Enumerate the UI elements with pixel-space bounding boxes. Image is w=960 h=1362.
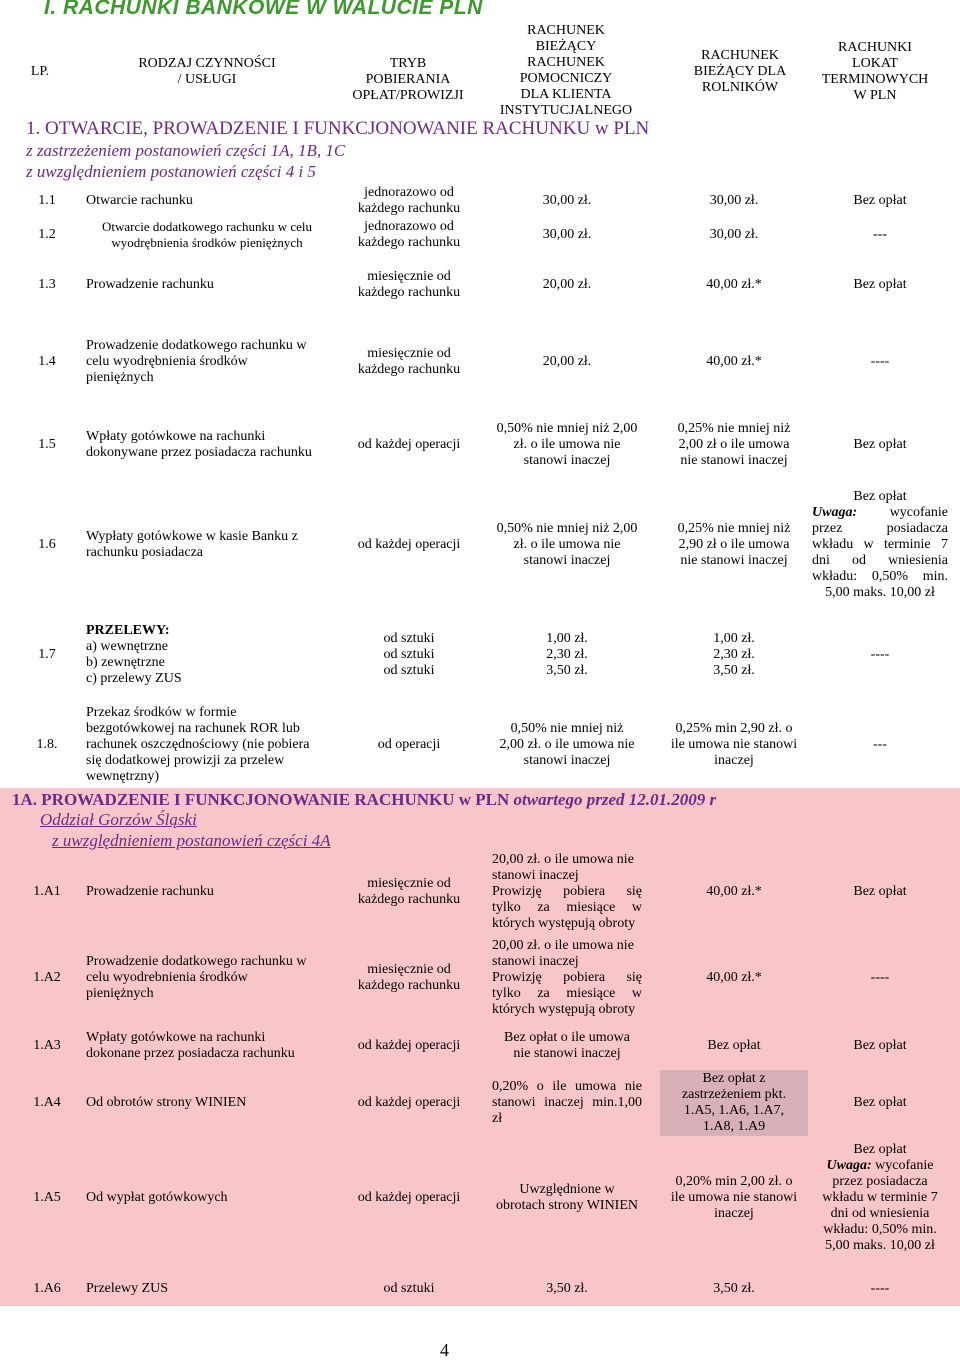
row-description-line: c) przelewy ZUS bbox=[86, 671, 182, 686]
row-number: 1.7 bbox=[38, 647, 56, 662]
table-row bbox=[0, 1070, 960, 1136]
row-tryb bbox=[336, 850, 482, 934]
note-label: Uwaga: bbox=[826, 1158, 872, 1173]
fee-rolnikow-line: nie stanowi inaczej bbox=[680, 453, 788, 468]
note-text: wkładu: 0,50% min. bbox=[812, 569, 948, 584]
fee-biezacy-line: zł. o ile umowa nie bbox=[513, 437, 621, 452]
fee-rolnikow-line: zastrzeżeniem pkt. bbox=[681, 1087, 787, 1102]
row-number: 1.1 bbox=[38, 193, 56, 208]
fee-biezacy-line: których występują obroty bbox=[492, 1002, 636, 1017]
row-number: 1.5 bbox=[38, 437, 56, 452]
note-text: przez posiadacza bbox=[832, 1174, 928, 1189]
fee-biezacy-line: nie stanowi inaczej bbox=[513, 1046, 621, 1061]
fee-biezacy bbox=[486, 336, 648, 388]
fee-rolnikow bbox=[656, 218, 812, 252]
header-rodzaj: RODZAJ CZYNNOŚCI / USŁUGI bbox=[138, 56, 276, 87]
table-row bbox=[0, 218, 960, 252]
fee-biezacy-line: których występują obroty bbox=[492, 916, 636, 931]
fee-lokat-line: --- bbox=[873, 737, 887, 752]
fee-rolnikow bbox=[656, 488, 812, 602]
fee-biezacy bbox=[486, 704, 648, 786]
page-title: I. RACHUNKI BANKOWE W WALUCIE PLN bbox=[44, 0, 483, 19]
row-tryb-line: od każdej operacji bbox=[357, 537, 461, 552]
fee-rolnikow bbox=[656, 336, 812, 388]
fee-biezacy bbox=[486, 488, 648, 602]
fee-biezacy-line: 0,20% o ile umowa nie bbox=[492, 1079, 642, 1094]
fee-rolnikow-line: ile umowa nie stanowi bbox=[670, 1190, 798, 1205]
fee-rolnikow-line: 3,50 zł. bbox=[713, 663, 755, 678]
fee-biezacy-line: Prowizję pobiera się bbox=[492, 884, 642, 899]
row-description bbox=[86, 704, 328, 786]
fee-rolnikow-line: nie stanowi inaczej bbox=[680, 553, 788, 568]
row-tryb-line: każdego rachunku bbox=[357, 978, 461, 993]
row-description-line: dokonane przez posiadacza rachunku bbox=[86, 1046, 295, 1061]
fee-biezacy bbox=[492, 850, 642, 934]
note-text: dni od wniesienia bbox=[830, 1206, 930, 1221]
fee-biezacy-line: 2,00 zł. o ile umowa nie bbox=[499, 737, 635, 752]
row-number: 1.A4 bbox=[33, 1095, 61, 1110]
fee-lokat bbox=[812, 186, 948, 216]
row-description-line: się dodatkowej prowizji za przelew bbox=[86, 753, 285, 768]
row-description-line: Przelewy ZUS bbox=[86, 1281, 169, 1296]
fee-biezacy-line: Uwzględnione w bbox=[519, 1182, 615, 1197]
fee-rolnikow bbox=[656, 412, 812, 478]
fee-rolnikow-line: 40,00 zł.* bbox=[706, 970, 762, 985]
row-number: 1.A1 bbox=[33, 884, 61, 899]
fee-rolnikow-line: 40,00 zł.* bbox=[706, 277, 762, 292]
row-description bbox=[86, 1070, 328, 1136]
fee-rolnikow bbox=[656, 850, 812, 934]
row-tryb bbox=[336, 936, 482, 1020]
fee-biezacy bbox=[486, 186, 648, 216]
table-row bbox=[0, 268, 960, 302]
row-number: 1.3 bbox=[38, 277, 56, 292]
fee-biezacy-line: 0,50% nie mniej niż 2,00 bbox=[496, 521, 638, 536]
row-tryb-line: od każdej operacji bbox=[357, 437, 461, 452]
row-description bbox=[86, 1024, 328, 1068]
fee-rolnikow-line: 3,50 zł. bbox=[713, 1281, 755, 1296]
section-1-sub2: z uwzględnieniem postanowień części 4 i 5 bbox=[26, 162, 316, 181]
fee-lokat-line: ---- bbox=[870, 1281, 890, 1296]
fee-lokat bbox=[812, 268, 948, 302]
fee-biezacy-line: Bez opłat o ile umowa bbox=[504, 1030, 630, 1045]
row-description bbox=[86, 268, 328, 302]
row-description-line: Wpłaty gotówkowe na rachunki bbox=[86, 1030, 266, 1045]
row-description-line: PRZELEWY: bbox=[86, 623, 170, 638]
row-tryb bbox=[336, 412, 482, 478]
fee-rolnikow-line: inaczej bbox=[714, 753, 754, 768]
row-tryb bbox=[336, 488, 482, 602]
fee-rolnikow-line: 0,25% min 2,90 zł. o bbox=[675, 721, 793, 736]
section-1A-title: 1A. PROWADZENIE I FUNKCJONOWANIE RACHUNKU w PLN otwartego przed 12.01.2009 r bbox=[12, 790, 717, 809]
fee-lokat bbox=[812, 1274, 948, 1304]
fee-lokat bbox=[812, 1138, 948, 1258]
header-col-biezacy: RACHUNEK BIEŻĄCY RACHUNEK POMOCNICZY DLA KLIENTA INSTYTUCJALNEGO bbox=[499, 23, 633, 118]
fee-rolnikow bbox=[656, 936, 812, 1020]
row-description-line: Od wypłat gotówkowych bbox=[86, 1190, 228, 1205]
row-number: 1.A5 bbox=[33, 1190, 61, 1205]
row-description bbox=[86, 218, 328, 252]
table-row bbox=[0, 1274, 960, 1304]
fee-biezacy-line: stanowi inaczej bbox=[523, 553, 611, 568]
fee-biezacy-line: 0,50% nie mniej niż bbox=[510, 721, 624, 736]
fee-rolnikow bbox=[656, 1070, 812, 1136]
row-description-line: Wypłaty gotówkowe w kasie Banku z bbox=[86, 529, 298, 544]
page-number: 4 bbox=[440, 1340, 449, 1360]
table-row bbox=[0, 1138, 960, 1258]
fee-biezacy-line: Prowizję pobiera się bbox=[492, 970, 642, 985]
fee-biezacy-line: 1,00 zł. bbox=[546, 631, 588, 646]
section-1-title: 1. OTWARCIE, PROWADZENIE I FUNKCJONOWANIE RACHUNKU w PLN bbox=[26, 118, 650, 139]
row-description-line: Otwarcie dodatkowego rachunku w celu bbox=[101, 219, 313, 234]
row-tryb-line: każdego rachunku bbox=[357, 235, 461, 250]
row-description-line: b) zewnętrzne bbox=[86, 655, 165, 670]
table-row bbox=[0, 1024, 960, 1068]
fee-rolnikow-line: 40,00 zł.* bbox=[706, 354, 762, 369]
row-tryb-line: jednorazowo od bbox=[364, 219, 454, 234]
fee-rolnikow-line: 40,00 zł.* bbox=[706, 884, 762, 899]
header-col-lokat: RACHUNKI LOKAT TERMINOWYCH W PLN bbox=[821, 40, 929, 103]
fee-rolnikow-line: 30,00 zł. bbox=[709, 227, 759, 242]
fee-rolnikow-line: 30,00 zł. bbox=[709, 193, 759, 208]
fee-lokat-line: ---- bbox=[870, 647, 890, 662]
note-text: wkładu w terminie 7 bbox=[812, 537, 948, 552]
fee-rolnikow-line: 1.A8, 1.A9 bbox=[702, 1119, 766, 1134]
fee-rolnikow bbox=[656, 1024, 812, 1068]
note-text: dni od wniesienia bbox=[812, 553, 948, 568]
row-tryb-line: od sztuki bbox=[383, 1281, 435, 1296]
fee-biezacy-line: stanowi inaczej bbox=[523, 753, 611, 768]
row-description-line: Przekaz środków w formie bbox=[86, 705, 237, 720]
table-row bbox=[0, 186, 960, 216]
fee-lokat bbox=[812, 620, 948, 690]
table-row bbox=[0, 850, 960, 934]
fee-biezacy-line: 3,50 zł. bbox=[546, 663, 588, 678]
fee-rolnikow-line: 2,90 zł o ile umowa bbox=[678, 537, 790, 552]
row-description bbox=[86, 1274, 328, 1304]
section-1A-sub1: Oddział Gorzów Śląski bbox=[40, 810, 197, 829]
row-tryb-line: miesięcznie od bbox=[367, 962, 451, 977]
row-description-line: wewnętrzny) bbox=[86, 769, 160, 784]
fee-lokat bbox=[812, 218, 948, 252]
note-text: przez posiadacza bbox=[812, 521, 948, 536]
section-1A-sub2: z uwzględnieniem postanowień części 4A bbox=[52, 831, 331, 850]
fee-rolnikow bbox=[656, 704, 812, 786]
fee-biezacy-line: tylko za miesiące w bbox=[492, 900, 642, 915]
row-description-line: Prowadzenie rachunku bbox=[86, 884, 214, 899]
fee-rolnikow bbox=[656, 1274, 812, 1304]
fee-rolnikow-line: 0,20% min 2,00 zł. o bbox=[675, 1174, 793, 1189]
table-row bbox=[0, 488, 960, 602]
note-text: wycofanie bbox=[875, 1158, 934, 1173]
row-tryb-line: od operacji bbox=[377, 737, 441, 752]
fee-lokat-line: ---- bbox=[870, 970, 890, 985]
row-description-line: Prowadzenie rachunku bbox=[86, 277, 214, 292]
row-tryb-line: jednorazowo od bbox=[364, 185, 454, 200]
fee-biezacy-line: stanowi inaczej bbox=[492, 954, 579, 969]
fee-biezacy-line: zł. o ile umowa nie bbox=[513, 537, 621, 552]
row-description-line: celu wyodrębnienia środków bbox=[86, 354, 248, 369]
fee-rolnikow-line: 0,25% nie mniej niż bbox=[677, 421, 791, 436]
fee-biezacy-line: stanowi inaczej min.1,00 bbox=[492, 1095, 642, 1110]
row-number: 1.A2 bbox=[33, 970, 61, 985]
fee-lokat-line: Bez opłat bbox=[853, 277, 907, 292]
row-tryb bbox=[336, 620, 482, 690]
fee-rolnikow-line: 1,00 zł. bbox=[713, 631, 755, 646]
fee-lokat bbox=[812, 412, 948, 478]
fee-biezacy bbox=[486, 412, 648, 478]
row-description bbox=[86, 186, 328, 216]
row-number: 1.6 bbox=[38, 537, 56, 552]
row-tryb bbox=[336, 1274, 482, 1304]
row-description-line: dokonywane przez posiadacza rachunku bbox=[86, 445, 312, 460]
row-description-line: rachunku posiadacza bbox=[86, 545, 203, 560]
row-description bbox=[86, 936, 328, 1020]
fee-biezacy-line: 0,50% nie mniej niż 2,00 bbox=[496, 421, 638, 436]
fee-rolnikow-line: inaczej bbox=[714, 1206, 754, 1221]
row-tryb-line: od każdej operacji bbox=[357, 1095, 461, 1110]
fee-biezacy-line: 30,00 zł. bbox=[542, 193, 592, 208]
fee-lokat-line: Bez opłat bbox=[853, 1142, 907, 1157]
row-number: 1.A6 bbox=[33, 1281, 61, 1296]
fee-lokat-line: ---- bbox=[870, 354, 890, 369]
row-description-line: bezgotówkowej na rachunek ROR lub bbox=[86, 721, 300, 736]
fee-rolnikow-line: 2,00 zł o ile umowa bbox=[678, 437, 790, 452]
fee-biezacy-line: 30,00 zł. bbox=[542, 227, 592, 242]
row-tryb-line: od sztuki bbox=[383, 631, 435, 646]
fee-rolnikow bbox=[656, 620, 812, 690]
fee-lokat-line: Bez opłat bbox=[853, 437, 907, 452]
row-description-line: Prowadzenie dodatkowego rachunku w bbox=[86, 954, 307, 969]
fee-biezacy-line: stanowi inaczej bbox=[523, 453, 611, 468]
table-row bbox=[0, 412, 960, 478]
fee-biezacy bbox=[486, 620, 648, 690]
fee-biezacy bbox=[492, 1070, 642, 1136]
row-tryb-line: każdego rachunku bbox=[357, 892, 461, 907]
fee-rolnikow-line: Bez opłat z bbox=[702, 1071, 766, 1086]
row-description-line: Otwarcie rachunku bbox=[86, 193, 193, 208]
row-description-line: pieniężnych bbox=[86, 370, 154, 385]
row-tryb-line: miesięcznie od bbox=[367, 876, 451, 891]
fee-biezacy-line: 2,30 zł. bbox=[546, 647, 588, 662]
fee-lokat-line: Bez opłat bbox=[853, 1095, 907, 1110]
fee-rolnikow-line: 1.A5, 1.A6, 1.A7, bbox=[683, 1103, 785, 1118]
row-description bbox=[86, 336, 328, 388]
fee-lokat-line: Bez opłat bbox=[853, 193, 907, 208]
fee-biezacy bbox=[492, 936, 642, 1020]
fee-rolnikow-line: 0,25% nie mniej niż bbox=[677, 521, 791, 536]
fee-biezacy bbox=[486, 1024, 648, 1068]
row-tryb-line: każdego rachunku bbox=[357, 201, 461, 216]
row-tryb-line: miesięcznie od bbox=[367, 269, 451, 284]
fee-lokat bbox=[812, 1070, 948, 1136]
note-text: wkładu: 0,50% min. bbox=[823, 1222, 937, 1237]
section-1-sub1: z zastrzeżeniem postanowień części 1A, 1B, 1C bbox=[26, 141, 346, 160]
row-tryb bbox=[336, 1138, 482, 1258]
header-lp: LP. bbox=[30, 64, 50, 79]
row-tryb bbox=[336, 186, 482, 216]
fee-biezacy-line: 20,00 zł. o ile umowa nie bbox=[492, 938, 634, 953]
fee-biezacy bbox=[486, 218, 648, 252]
row-number: 1.A3 bbox=[33, 1038, 61, 1053]
fee-biezacy-line: 3,50 zł. bbox=[546, 1281, 588, 1296]
fee-lokat bbox=[812, 850, 948, 934]
row-tryb bbox=[336, 1070, 482, 1136]
fee-lokat bbox=[812, 488, 948, 602]
fee-biezacy-line: 20,00 zł. bbox=[542, 354, 592, 369]
table-row bbox=[0, 704, 960, 786]
note-label: Uwaga: bbox=[812, 505, 858, 520]
table-row bbox=[0, 936, 960, 1020]
fee-lokat bbox=[812, 336, 948, 388]
row-number: 1.2 bbox=[38, 227, 56, 242]
fee-lokat bbox=[812, 1024, 948, 1068]
header-col-rolnikow: RACHUNEK BIEŻĄCY DLA ROLNIKÓW bbox=[693, 48, 787, 95]
row-description bbox=[86, 620, 328, 690]
fee-rolnikow-line: Bez opłat bbox=[707, 1038, 761, 1053]
row-description-line: pieniężnych bbox=[86, 986, 154, 1001]
row-description bbox=[86, 488, 328, 602]
fee-biezacy-line: obrotach strony WINIEN bbox=[495, 1198, 639, 1213]
row-description-line: wyodrębnienia środków pieniężnych bbox=[111, 235, 303, 250]
fee-biezacy bbox=[486, 268, 648, 302]
header-tryb: TRYB POBIERANIA OPŁAT/PROWIZJI bbox=[352, 56, 464, 103]
row-tryb-line: miesięcznie od bbox=[367, 346, 451, 361]
fee-biezacy bbox=[486, 1274, 648, 1304]
table-row bbox=[0, 336, 960, 388]
row-description-line: Prowadzenie dodatkowego rachunku w bbox=[86, 338, 307, 353]
fee-lokat-line: --- bbox=[873, 227, 887, 242]
fee-lokat bbox=[812, 704, 948, 786]
fee-rolnikow bbox=[656, 268, 812, 302]
row-description-line: a) wewnętrzne bbox=[86, 639, 169, 654]
fee-lokat-line: Bez opłat bbox=[853, 1038, 907, 1053]
fee-lokat-line: Bez opłat bbox=[853, 489, 907, 504]
fee-biezacy bbox=[486, 1138, 648, 1258]
row-tryb-line: od każdej operacji bbox=[357, 1038, 461, 1053]
fee-biezacy-line: zł bbox=[492, 1111, 503, 1126]
fee-rolnikow bbox=[656, 186, 812, 216]
note-text: 5,00 maks. 10,00 zł bbox=[825, 585, 935, 600]
fee-biezacy-line: 20,00 zł. o ile umowa nie bbox=[492, 852, 634, 867]
fee-lokat-line: Bez opłat bbox=[853, 884, 907, 899]
row-tryb-line: od sztuki bbox=[383, 647, 435, 662]
note-text: 5,00 maks. 10,00 zł bbox=[825, 1238, 935, 1253]
row-tryb-line: każdego rachunku bbox=[357, 362, 461, 377]
fee-rolnikow bbox=[656, 1138, 812, 1258]
row-tryb bbox=[336, 704, 482, 786]
note-text: wycofanie bbox=[889, 505, 948, 520]
row-number: 1.4 bbox=[38, 354, 56, 369]
fee-lokat bbox=[812, 936, 948, 1020]
fee-biezacy-line: 20,00 zł. bbox=[542, 277, 592, 292]
row-description bbox=[86, 850, 328, 934]
row-description bbox=[86, 412, 328, 478]
row-tryb-line: od sztuki bbox=[383, 663, 435, 678]
row-description bbox=[86, 1138, 328, 1258]
fee-biezacy-line: tylko za miesiące w bbox=[492, 986, 642, 1001]
fee-rolnikow-line: 2,30 zł. bbox=[713, 647, 755, 662]
row-tryb bbox=[336, 268, 482, 302]
row-tryb-line: każdego rachunku bbox=[357, 285, 461, 300]
row-number: 1.8. bbox=[36, 737, 58, 752]
row-tryb bbox=[336, 1024, 482, 1068]
row-tryb bbox=[336, 218, 482, 252]
note-text: wkładu w terminie 7 bbox=[822, 1190, 938, 1205]
row-tryb bbox=[336, 336, 482, 388]
table-row bbox=[0, 620, 960, 690]
fee-rolnikow-line: ile umowa nie stanowi bbox=[670, 737, 798, 752]
row-description-line: Wpłaty gotówkowe na rachunki bbox=[86, 429, 266, 444]
fee-biezacy-line: stanowi inaczej bbox=[492, 868, 579, 883]
row-tryb-line: od każdej operacji bbox=[357, 1190, 461, 1205]
row-description-line: Od obrotów strony WINIEN bbox=[86, 1095, 247, 1110]
row-description-line: celu wyodrebnienia środków bbox=[86, 970, 248, 985]
row-description-line: rachunek oszczędnościowy (nie pobiera bbox=[86, 737, 310, 752]
